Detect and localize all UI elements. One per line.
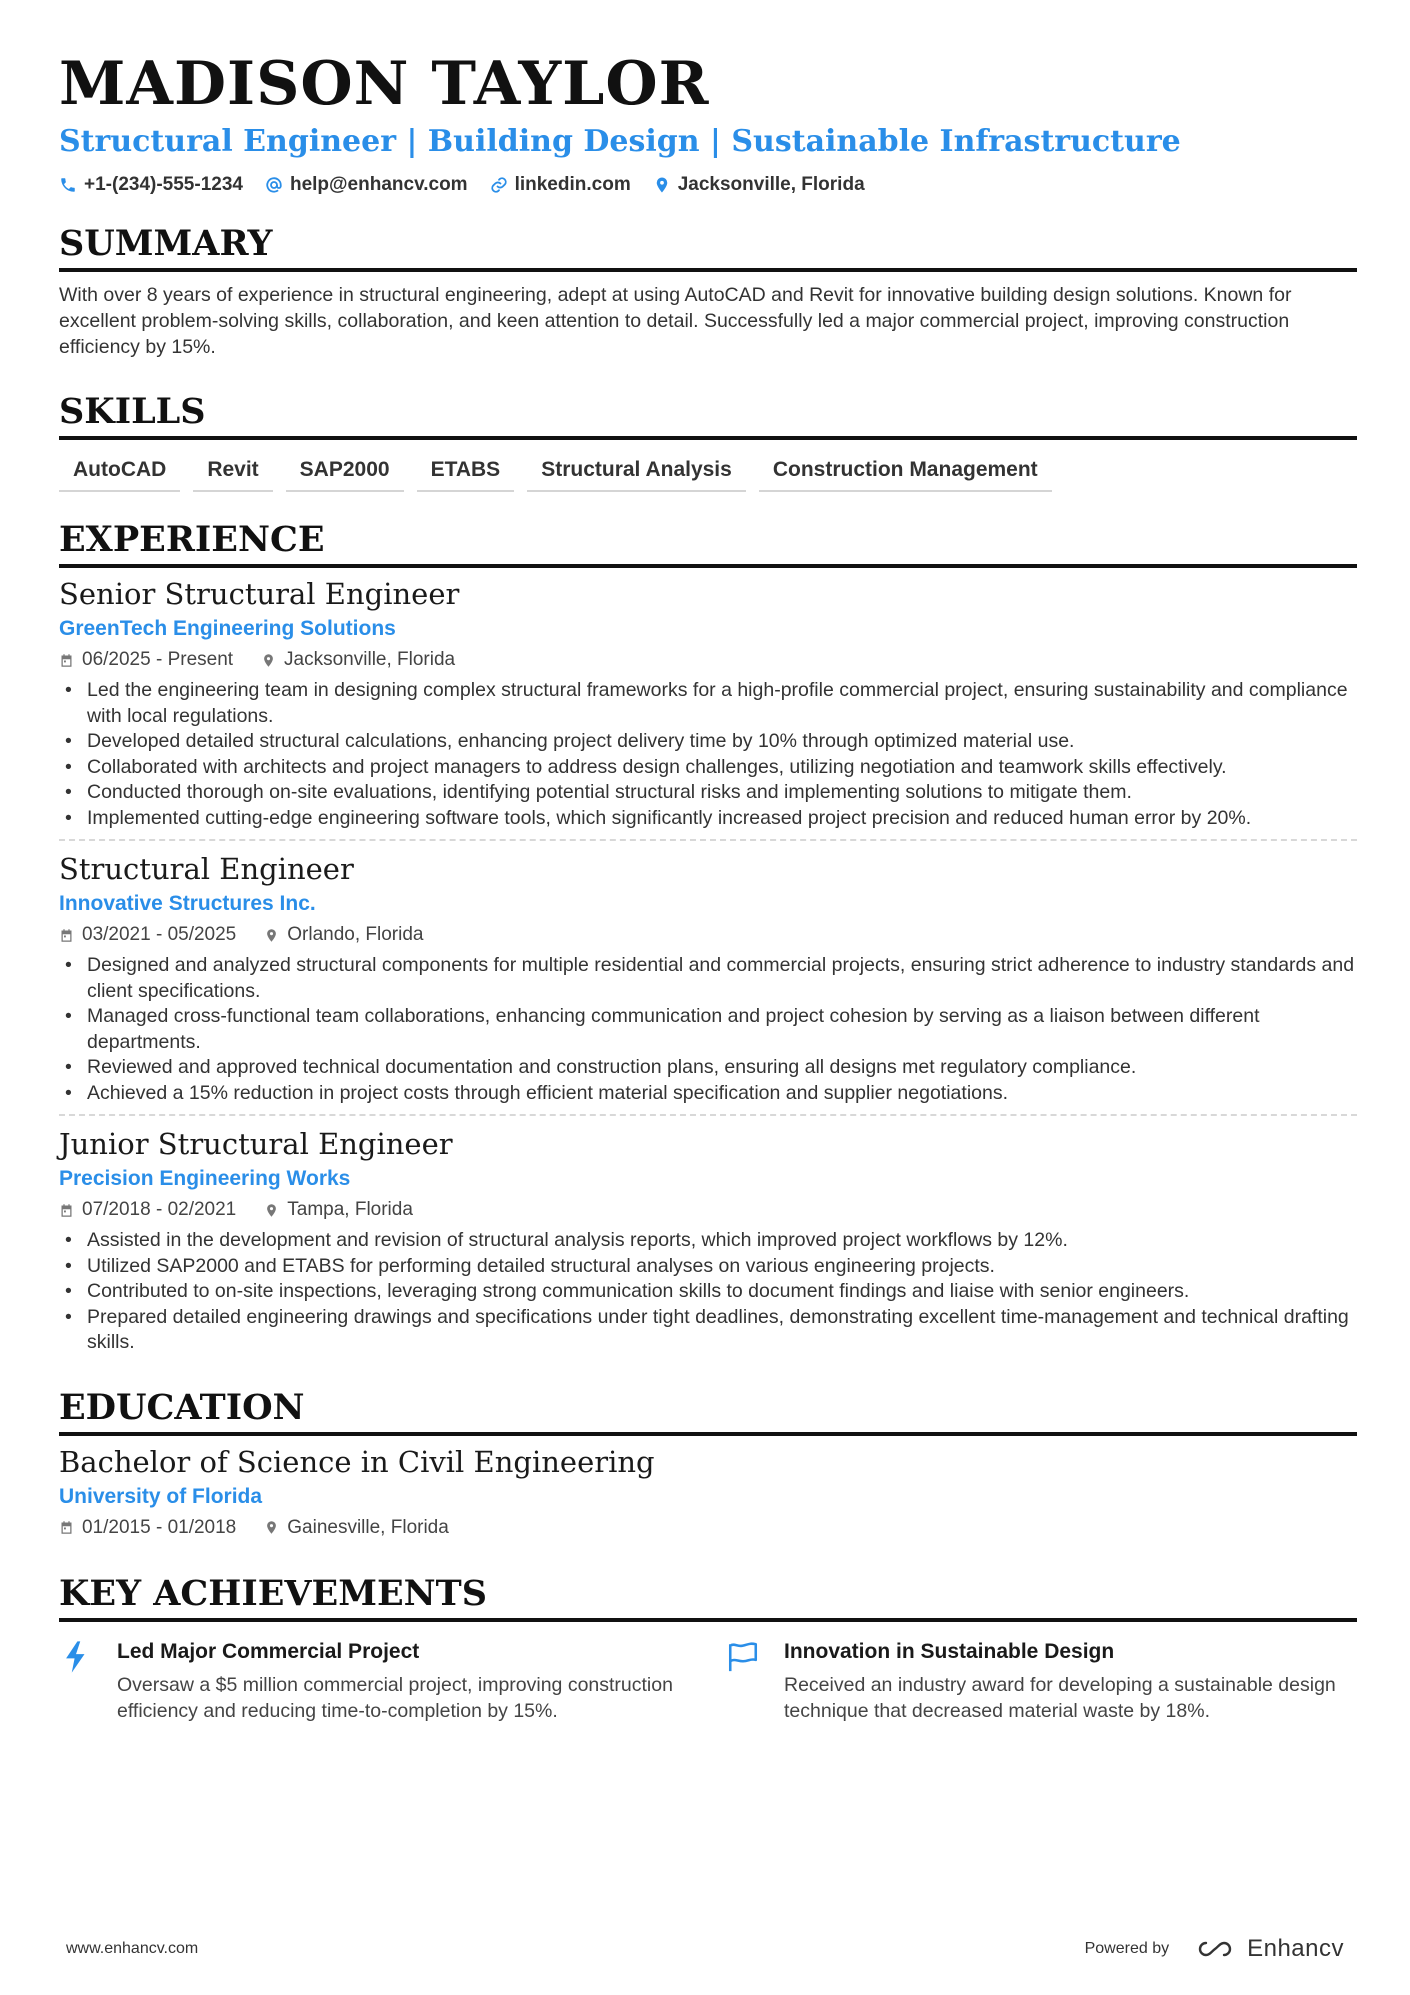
achievement-title: Innovation in Sustainable Design	[784, 1639, 1115, 1663]
achievements-list	[59, 1638, 1357, 1724]
dates-text: 03/2021 - 05/2025	[82, 924, 237, 945]
experience-entry	[59, 1126, 1357, 1356]
website-link[interactable]: www.enhancv.com	[66, 1940, 199, 1957]
location-pin-icon	[264, 1520, 279, 1535]
skill-tag: ETABS	[417, 454, 515, 492]
degree-title: Bachelor of Science in Civil Engineering	[59, 1444, 655, 1479]
company-name: Innovative Structures Inc.	[59, 892, 316, 915]
email-text: help@enhancv.com	[289, 174, 468, 195]
bullet-item: • Led the engineering team in designing complex structural frameworks for a high-profile commercial project, ensuring sustainability and compliance with local regulations.	[59, 678, 1357, 729]
job-bullets	[59, 953, 1357, 1106]
job-meta	[59, 1196, 1357, 1224]
bullet-item: • Utilized SAP2000 and ETABS for performing detailed structural analyses on various engineering projects.	[59, 1254, 1357, 1280]
bullet-item: • Developed detailed structural calculations, enhancing project delivery time by 10% through optimized material use.	[59, 729, 1357, 755]
candidate-name: MADISON TAYLOR	[59, 49, 710, 119]
dates-text: 07/2018 - 02/2021	[82, 1199, 237, 1220]
job-location	[261, 646, 455, 674]
education-entry	[59, 1444, 1357, 1542]
achievement-desc: Received an industry award for developing a sustainable design technique that decreased material waste by 18%.	[784, 1673, 1336, 1722]
bullet-item: • Implemented cutting-edge engineering software tools, which significantly increased project precision and reduced human error by 20%.	[59, 806, 1357, 832]
company-name: Precision Engineering Works	[59, 1167, 351, 1190]
achievements-heading: KEY ACHIEVEMENTS	[59, 1572, 1357, 1622]
bullet-item: • Prepared detailed engineering drawings and specifications under tight deadlines, demonstrating excellent time-management and technical drafting skills.	[59, 1305, 1357, 1356]
lightning-icon	[59, 1640, 93, 1674]
location-pin-icon	[264, 1203, 279, 1218]
bullet-item: • Assisted in the development and revision of structural analysis reports, which improved project workflows by 12%.	[59, 1228, 1357, 1254]
bullet-item: • Managed cross-functional team collaborations, enhancing communication and project cohesion by serving as a liaison between different departments.	[59, 1004, 1357, 1055]
experience-entry	[59, 851, 1357, 1106]
brand-name: Enhancv	[1247, 1935, 1344, 1962]
job-meta	[59, 921, 1357, 949]
job-meta	[59, 646, 1357, 674]
powered-by	[1085, 1935, 1344, 1963]
location-pin-icon	[261, 653, 276, 668]
flag-icon	[726, 1640, 760, 1674]
job-bullets	[59, 678, 1357, 831]
location-text: Gainesville, Florida	[287, 1516, 449, 1538]
skill-tag: Construction Management	[759, 454, 1052, 492]
education-location	[264, 1514, 449, 1542]
calendar-icon	[59, 1520, 74, 1535]
dates-text: 01/2015 - 01/2018	[82, 1516, 237, 1538]
achievement-item	[59, 1638, 690, 1724]
powered-by-label: Powered by	[1084, 1940, 1170, 1957]
entry-divider	[59, 1114, 1357, 1116]
contact-location	[653, 174, 865, 196]
location-pin-icon	[264, 928, 279, 943]
bullet-item: • Conducted thorough on-site evaluations, identifying potential structural risks and implementing solutions to mitigate them.	[59, 780, 1357, 806]
location-text: Jacksonville, Florida	[677, 174, 865, 195]
bullet-item: • Achieved a 15% reduction in project costs through efficient material specification and supplier negotiations.	[59, 1081, 1357, 1107]
calendar-icon	[59, 1203, 74, 1218]
location-text: Tampa, Florida	[287, 1199, 413, 1220]
job-dates	[59, 1196, 236, 1224]
school-name: University of Florida	[59, 1484, 263, 1508]
bullet-item: • Designed and analyzed structural components for multiple residential and commercial projects, ensuring strict adherence to industry standards and client specifications.	[59, 953, 1357, 1004]
experience-entry	[59, 576, 1357, 831]
skill-tag: Revit	[193, 454, 272, 492]
skills-heading: SKILLS	[59, 390, 1357, 440]
footer	[66, 1935, 1344, 1963]
education-meta	[59, 1514, 1357, 1542]
bullet-item: • Contributed to on-site inspections, leveraging strong communication skills to document findings and liaise with senior engineers.	[59, 1279, 1357, 1305]
job-dates	[59, 646, 233, 674]
headline: Structural Engineer | Building Design | Sustainable Infrastructure	[59, 124, 1181, 159]
job-bullets	[59, 1228, 1357, 1356]
summary-text: With over 8 years of experience in structural engineering, adept at using AutoCAD and Revit for innovative building design solutions. Known for excellent problem-solving skills, collaboration, and keen attention to detail. Successfully led a major commercial project, improving construction efficiency by 15%.	[59, 284, 1292, 358]
skills-list	[59, 454, 1357, 492]
achievement-title: Led Major Commercial Project	[117, 1639, 420, 1663]
job-location	[264, 1196, 413, 1224]
at-icon	[265, 176, 283, 194]
company-name: GreenTech Engineering Solutions	[59, 617, 396, 640]
calendar-icon	[59, 653, 74, 668]
bullet-item: • Reviewed and approved technical documentation and construction plans, ensuring all designs met regulatory compliance.	[59, 1055, 1357, 1081]
education-dates	[59, 1514, 236, 1542]
bullet-item: • Collaborated with architects and project managers to address design challenges, utilizing negotiation and teamwork skills effectively.	[59, 755, 1357, 781]
job-title: Junior Structural Engineer	[59, 1127, 453, 1161]
contact-email[interactable]	[265, 174, 468, 196]
link-icon	[490, 176, 508, 194]
location-text: Jacksonville, Florida	[284, 649, 456, 670]
contact-bar	[59, 174, 1357, 196]
job-dates	[59, 921, 236, 949]
summary-heading: SUMMARY	[59, 222, 1357, 272]
resume-page	[59, 48, 1357, 1724]
location-text: Orlando, Florida	[287, 924, 424, 945]
experience-heading: EXPERIENCE	[59, 518, 1357, 568]
phone-icon	[59, 176, 77, 194]
phone-text: +1-(234)-555-1234	[84, 174, 243, 195]
skill-tag: Structural Analysis	[527, 454, 746, 492]
linkedin-text: linkedin.com	[514, 174, 631, 195]
brand-logo[interactable]	[1193, 1935, 1344, 1963]
job-location	[264, 921, 423, 949]
location-pin-icon	[653, 176, 671, 194]
skill-tag: AutoCAD	[59, 454, 180, 492]
skill-tag: SAP2000	[286, 454, 404, 492]
achievement-item	[726, 1638, 1357, 1724]
contact-phone[interactable]	[59, 174, 243, 196]
contact-linkedin[interactable]	[490, 174, 631, 196]
achievement-desc: Oversaw a $5 million commercial project, improving construction efficiency and reducing time-to-completion by 15%.	[117, 1673, 673, 1722]
entry-divider	[59, 839, 1357, 841]
calendar-icon	[59, 928, 74, 943]
enhancv-logo-icon	[1193, 1937, 1239, 1961]
dates-text: 06/2025 - Present	[82, 649, 234, 670]
job-title: Senior Structural Engineer	[59, 577, 460, 611]
education-heading: EDUCATION	[59, 1386, 1357, 1436]
job-title: Structural Engineer	[59, 852, 354, 886]
